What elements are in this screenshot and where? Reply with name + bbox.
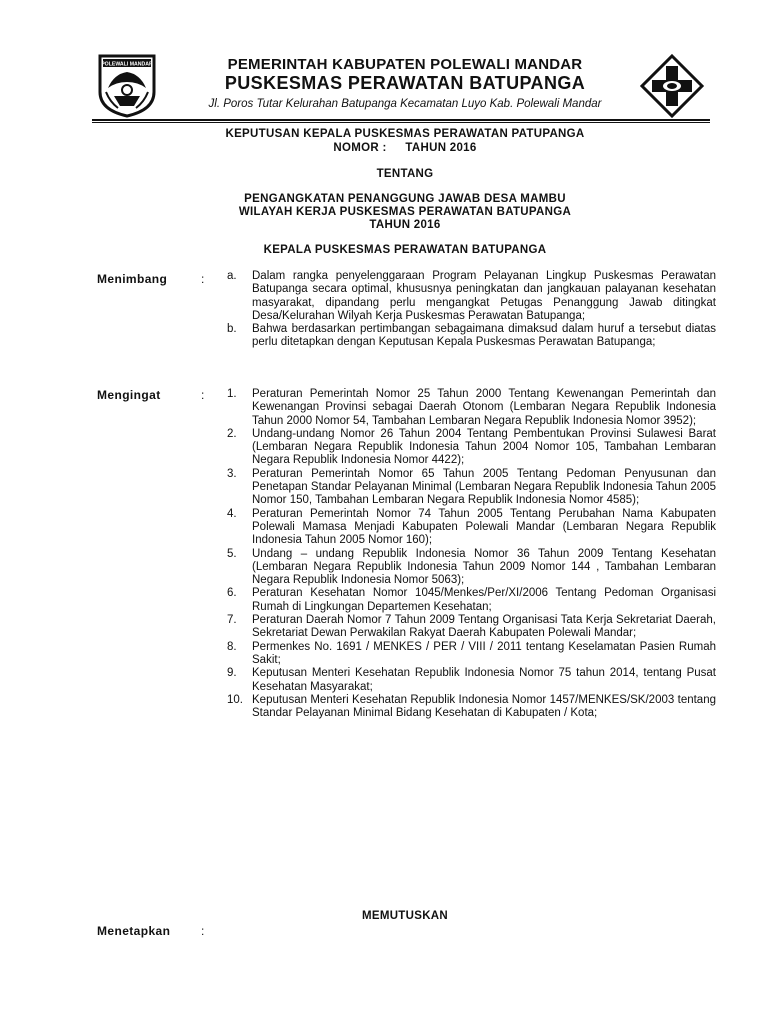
list-item [227, 641, 716, 668]
list-item [227, 270, 716, 323]
letterhead [170, 56, 640, 112]
decision-number [80, 142, 730, 155]
puskesmas-name: PUSKESMAS PERAWATAN BATUPANGA [224, 73, 586, 93]
list-item [227, 428, 716, 468]
item-marker: a. [227, 270, 237, 282]
letterhead-rule-thin [92, 122, 710, 123]
menimbang-list [227, 270, 716, 350]
list-item [227, 468, 716, 508]
item-marker: 10. [227, 693, 243, 706]
list-item [227, 508, 716, 548]
decision-title: KEPUTUSAN KEPALA PUSKESMAS PERAWATAN PATUPANGA [225, 128, 585, 140]
item-text: Peraturan Pemerintah Nomor 65 Tahun 2005 Tentang Pedoman Penyusunan dan Penetapan Standar Pelayanan Minimal (Lembaran Negara Republik Indonesia Tahun 2005 Nomor 150, Tambahan Lembaran Negara Republik Indonesia Nomor 4585); [252, 467, 716, 507]
list-item [227, 694, 716, 721]
list-item [227, 667, 716, 694]
item-text: Undang-undang Nomor 26 Tahun 2004 Tentang Pembentukan Provinsi Sulawesi Barat (Lembaran Negara Republik Indonesia Tahun 2004 Nomor 105, Tambahan Lembaran Negara Republik Indonesia Nomor 4422); [252, 427, 716, 467]
list-item [227, 614, 716, 641]
mengingat-label: Mengingat [97, 388, 161, 402]
item-marker: 2. [227, 427, 237, 440]
mengingat-list [227, 388, 716, 720]
item-text: Bahwa berdasarkan pertimbangan sebagaimana dimaksud dalam huruf a tersebut diatas perlu ditetapkan dengan Keputusan Kepala Puskesmas Perawatan Batupanga; [252, 323, 716, 349]
item-marker: 4. [227, 507, 237, 520]
polewali-mandar-emblem-icon [94, 52, 160, 118]
menimbang-colon: : [201, 272, 205, 286]
menimbang-label: Menimbang [97, 272, 168, 286]
subject-line-1: PENGANGKATAN PENANGGUNG JAWAB DESA MAMBU [244, 193, 566, 205]
list-item [227, 548, 716, 588]
item-marker: 9. [227, 667, 237, 680]
item-marker: b. [227, 323, 237, 336]
nomor-year: TAHUN 2016 [405, 142, 477, 154]
menetapkan-label: Menetapkan [97, 924, 171, 938]
item-text: Keputusan Menteri Kesehatan Republik Indonesia Nomor 1457/MENKES/SK/2003 tentang Standar Pelayanan Minimal Bidang Kesehatan di Kabupaten / Kota; [252, 693, 716, 720]
nomor-label: NOMOR : [333, 142, 387, 154]
mengingat-colon: : [201, 388, 205, 402]
item-text: Peraturan Kesehatan Nomor 1045/Menkes/Per/XI/2006 Tentang Pedoman Organisasi Rumah di Lingkungan Departemen Kesehatan; [252, 587, 716, 613]
puskesmas-logo-icon [640, 54, 704, 118]
list-item [227, 587, 716, 614]
item-text: Peraturan Pemerintah Nomor 74 Tahun 2005 Tentang Perubahan Nama Kabupaten Polewali Mamasa Menjadi Kabupaten Polewali Mandar (Lembaran Negara Republik Indonesia Tahun 2005 Nomor 160); [252, 507, 716, 547]
letterhead-rule [92, 119, 710, 121]
item-text: Peraturan Daerah Nomor 7 Tahun 2009 Tentang Organisasi Tata Kerja Sekretariat Daerah, Sekretariat Dewan Perwakilan Rakyat Daerah Kabupaten Polewali Mandar; [252, 614, 716, 640]
head-of-puskesmas: KEPALA PUSKESMAS PERAWATAN BATUPANGA [263, 244, 547, 256]
item-marker: 8. [227, 640, 237, 653]
subject-line-3: TAHUN 2016 [369, 219, 441, 231]
menetapkan-colon: : [201, 924, 205, 938]
list-item [227, 323, 716, 350]
item-marker: 1. [227, 388, 237, 400]
subject-line-2: WILAYAH KERJA PUSKESMAS PERAWATAN BATUPANGA [238, 206, 572, 218]
list-item [227, 388, 716, 428]
government-name: PEMERINTAH KABUPATEN POLEWALI MANDAR [227, 56, 583, 73]
item-text: Keputusan Menteri Kesehatan Republik Indonesia Nomor 75 tahun 2014, tentang Pusat Kesehatan Masyarakat; [252, 667, 716, 693]
item-marker: 6. [227, 587, 237, 600]
address: Jl. Poros Tutar Kelurahan Batupanga Kecamatan Luyo Kab. Polewali Mandar [208, 98, 602, 110]
item-marker: 5. [227, 547, 237, 560]
item-marker: 3. [227, 467, 237, 480]
item-text: Undang – undang Republik Indonesia Nomor 36 Tahun 2009 Tentang Kesehatan (Lembaran Negara Republik Indonesia Tahun 2009 Nomor 144 , Tambahan Lembaran Negara Republik Indonesia Nomor 5063); [252, 547, 716, 587]
emblem-text: POLEWALI MANDAR [101, 61, 153, 68]
item-text: Dalam rangka penyelenggaraan Program Pelayanan Lingkup Puskesmas Perawatan Batupanga secara optimal, khususnya peningkatan dan jangkauan palayanan kesehatan masyarakat, dipandang perlu mengangkat Petugas Penanggung Jawab ditingkat Desa/Kelurahan Wilyah Kerja Puskesmas Perawatan Batupanga; [252, 270, 716, 322]
item-marker: 7. [227, 614, 237, 627]
item-text: Peraturan Pemerintah Nomor 25 Tahun 2000 Tentang Kewenangan Pemerintah dan Kewenangan Provinsi sebagai Daerah Otonom (Lembaran Negara Republik Indonesia Tahun 2000 Nomor 54, Tambahan Lembaran Negara Republik Indonesia Nomor 3952); [252, 388, 716, 427]
tentang-heading: TENTANG [376, 168, 434, 180]
memutuskan-heading: MEMUTUSKAN [361, 910, 449, 922]
item-text: Permenkes No. 1691 / MENKES / PER / VIII / 2011 tentang Keselamatan Pasien Rumah Sakit; [252, 640, 716, 666]
